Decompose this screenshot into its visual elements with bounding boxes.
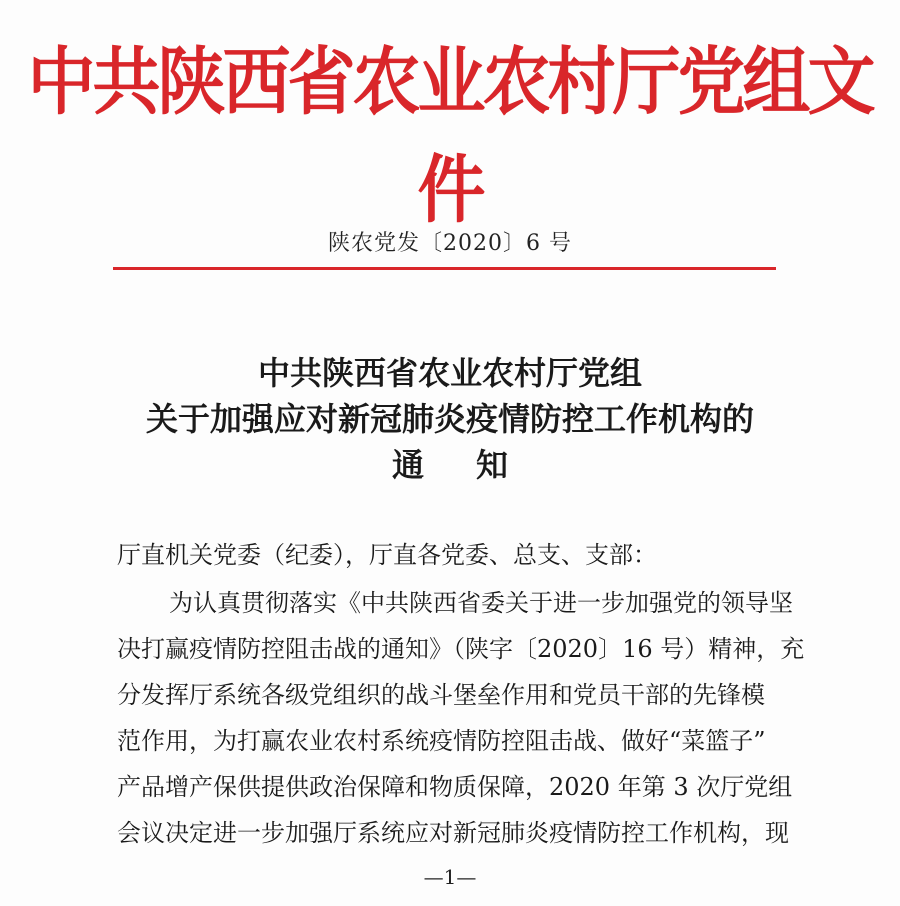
body-line: 产品增产保供提供政治保障和物质保障，2020 年第 3 次厅党组	[117, 773, 793, 801]
page-number: —1—	[423, 865, 477, 889]
body-line: 决打赢疫情防控阻击战的通知》（陕字〔2020〕16 号）精神，充	[117, 635, 805, 663]
salutation: 厅直机关党委（纪委），厅直各党委、总支、支部：	[117, 541, 657, 569]
red-separator-line	[113, 267, 776, 270]
document-masthead: 中共陕西省农业农村厅党组文件	[27, 38, 873, 234]
title-line-3: 通知	[391, 446, 560, 484]
body-line: 为认真贯彻落实《中共陕西省委关于进一步加强党的领导坚	[169, 589, 793, 617]
document-number: 陕农党发〔2020〕6 号	[328, 231, 572, 256]
title-line-2: 关于加强应对新冠肺炎疫情防控工作机构的	[145, 400, 754, 438]
body-line: 会议决定进一步加强厅系统应对新冠肺炎疫情防控工作机构，现	[117, 819, 789, 847]
body-line: 范作用，为打赢农业农村系统疫情防控阻击战、做好“菜篮子”	[117, 727, 766, 755]
title-line-1: 中共陕西省农业农村厅党组	[257, 354, 642, 392]
body-line: 分发挥厅系统各级党组织的战斗堡垒作用和党员干部的先锋模	[117, 681, 765, 709]
